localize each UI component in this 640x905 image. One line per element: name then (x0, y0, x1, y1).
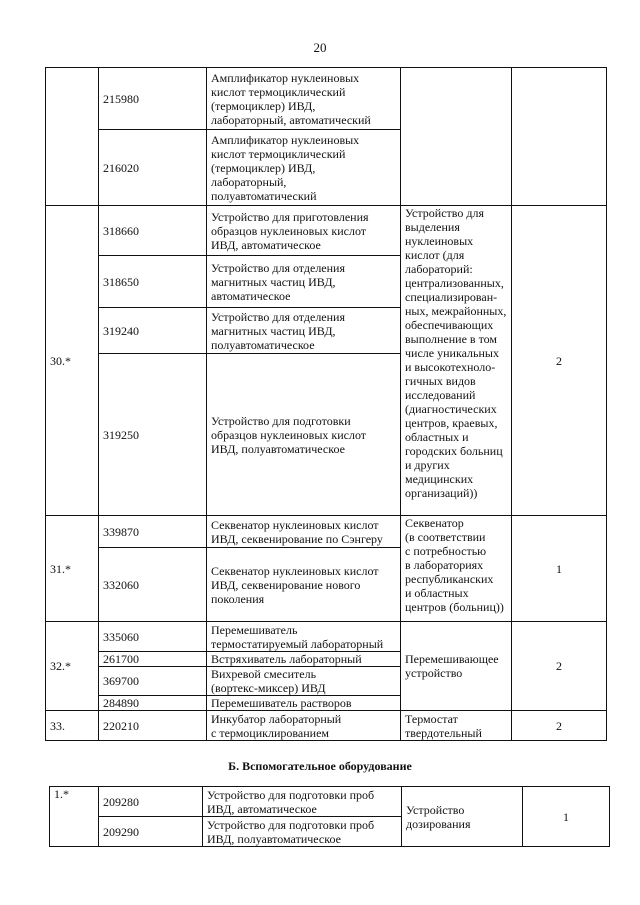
group-number-cell (46, 68, 99, 206)
table-row (46, 206, 607, 256)
name-cell: Встряхиватель лабораторный (207, 652, 401, 667)
table-row (50, 787, 610, 817)
qty-cell: 2 (512, 711, 607, 741)
code-cell: 369700 (99, 667, 207, 696)
name-cell: Устройство для отделения магнитных частиц ИВД, полуавтоматическое (207, 308, 401, 354)
code-cell: 332060 (99, 548, 207, 622)
qty-cell: 2 (512, 206, 607, 516)
code-cell: 209290 (99, 817, 203, 847)
name-cell: Устройство для отделения магнитных частиц ИВД, автоматическое (207, 256, 401, 308)
group-number-cell: 1.* (50, 787, 99, 847)
name-cell: Устройство для подготовки образцов нуклеиновых кислот ИВД, полуавтоматическое (207, 354, 401, 516)
code-cell: 335060 (99, 622, 207, 652)
name-cell: Секвенатор нуклеиновых кислот ИВД, секвенирование по Сэнгеру (207, 516, 401, 548)
code-cell: 215980 (99, 68, 207, 130)
group-number-cell: 32.* (46, 622, 99, 711)
code-cell: 339870 (99, 516, 207, 548)
code-cell: 216020 (99, 130, 207, 206)
equipment-cell: Перемешивающее устройство (401, 622, 512, 711)
group-number-cell: 30.* (46, 206, 99, 516)
name-cell: Амплификатор нуклеиновых кислот термоциклический (термоциклер) ИВД, лабораторный, полуавтоматический (207, 130, 401, 206)
code-cell: 284890 (99, 696, 207, 711)
equipment-table (45, 67, 607, 741)
name-cell: Инкубатор лабораторный с термоциклированием (207, 711, 401, 741)
qty-cell (512, 68, 607, 206)
name-cell: Перемешиватель растворов (207, 696, 401, 711)
name-cell: Устройство для подготовки проб ИВД, автоматическое (203, 787, 402, 817)
equipment-cell (401, 68, 512, 206)
group-number-cell: 33. (46, 711, 99, 741)
code-cell: 318660 (99, 206, 207, 256)
code-cell: 261700 (99, 652, 207, 667)
page-number: 20 (313, 40, 327, 55)
code-cell: 319250 (99, 354, 207, 516)
name-cell: Амплификатор нуклеиновых кислот термоциклический (термоциклер) ИВД, лабораторный, автоматический (207, 68, 401, 130)
table-row (46, 68, 607, 130)
code-cell: 220210 (99, 711, 207, 741)
code-cell: 209280 (99, 787, 203, 817)
group-number-cell: 31.* (46, 516, 99, 622)
table-row (46, 711, 607, 741)
table-row (46, 622, 607, 652)
section-heading: Б. Вспомогательное оборудование (228, 759, 412, 773)
qty-cell: 1 (523, 787, 610, 847)
auxiliary-equipment-table (49, 786, 610, 847)
name-cell: Устройство для приготовления образцов нуклеиновых кислот ИВД, автоматическое (207, 206, 401, 256)
code-cell: 319240 (99, 308, 207, 354)
equipment-cell: Термостат твердотельный (401, 711, 512, 741)
table-row (46, 516, 607, 548)
name-cell: Вихревой смеситель (вортекс-миксер) ИВД (207, 667, 401, 696)
equipment-cell: Устройство для выделения нуклеиновых кислот (для лабораторий: централизованных, специализирован- ных, межрайонных, обеспечивающих выполнение в том числе уникальных и высокотехноло- гичных видов исследований (диагностических центров, краевых, областных и городских больниц и других медицинских организаций)) (401, 206, 512, 516)
equipment-cell: Секвенатор (в соответствии с потребностью в лабораториях республиканских и областных центров (больниц)) (401, 516, 512, 622)
code-cell: 318650 (99, 256, 207, 308)
name-cell: Секвенатор нуклеиновых кислот ИВД, секвенирование нового поколения (207, 548, 401, 622)
name-cell: Перемешиватель термостатируемый лабораторный (207, 622, 401, 652)
qty-cell: 2 (512, 622, 607, 711)
equipment-cell: Устройство дозирования (402, 787, 523, 847)
qty-cell: 1 (512, 516, 607, 622)
name-cell: Устройство для подготовки проб ИВД, полуавтоматическое (203, 817, 402, 847)
